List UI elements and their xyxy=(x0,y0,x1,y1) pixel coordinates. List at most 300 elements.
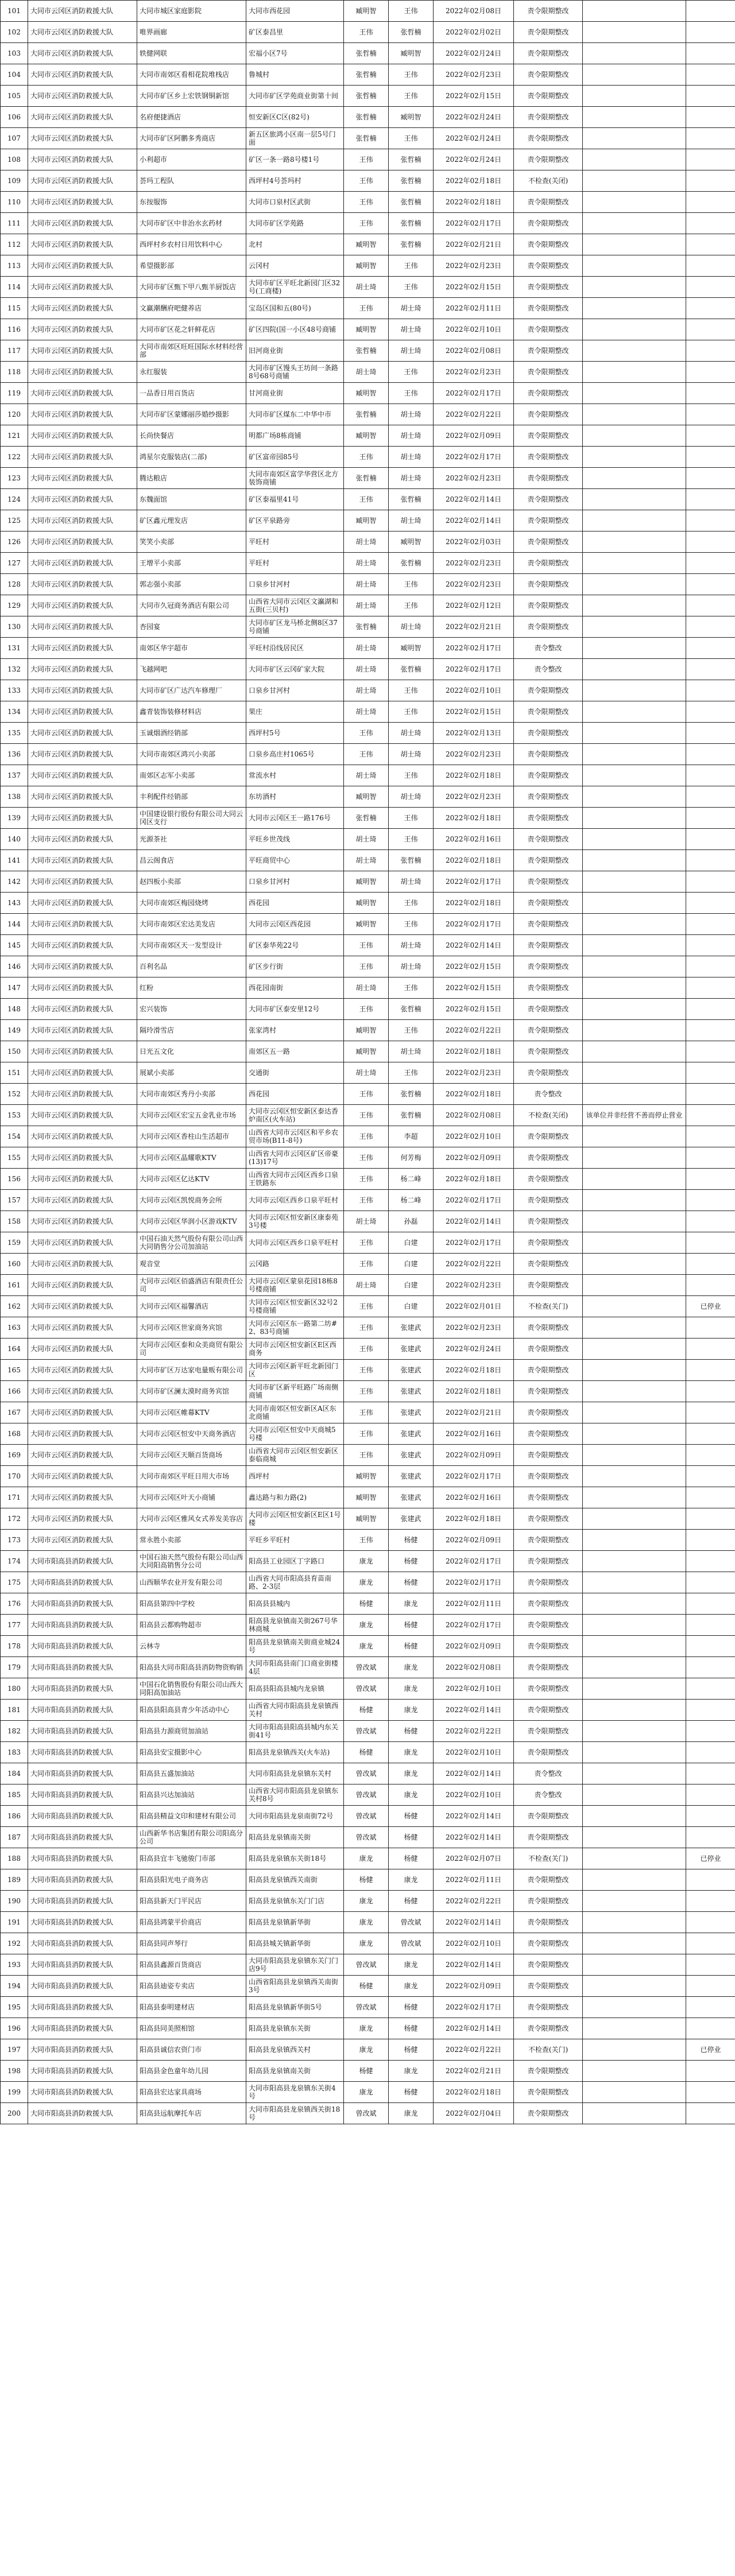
inspected-unit-name: 大同市矿区乡上宏铁钢铜新馆 xyxy=(137,86,246,107)
inspection-result: 责令限期整改 xyxy=(514,107,583,128)
row-number: 172 xyxy=(1,1508,28,1530)
inspector-primary: 臧明智 xyxy=(344,319,389,340)
business-status xyxy=(686,1806,735,1827)
inspection-result: 责令限期整改 xyxy=(514,1360,583,1381)
inspected-unit-name: 大同市南郊区梅园烧烤 xyxy=(137,893,246,914)
inspected-unit-name: 大同市云冈区天顺百货商场 xyxy=(137,1445,246,1466)
inspection-date: 2022年02月14日 xyxy=(434,1806,514,1827)
inspector-secondary: 王伟 xyxy=(389,574,434,595)
table-row xyxy=(1,2061,735,2082)
row-number: 118 xyxy=(1,362,28,383)
remark-note xyxy=(583,234,686,255)
inspected-unit-name: 唯界画廊 xyxy=(137,22,246,43)
fire-brigade-unit: 大同市阳高县消防救援大队 xyxy=(28,2039,137,2061)
business-status xyxy=(686,786,735,808)
row-number: 105 xyxy=(1,86,28,107)
table-row xyxy=(1,1317,735,1339)
row-number: 179 xyxy=(1,1657,28,1678)
inspected-unit-address: 山西省大同市云冈区和平乡农贸市场(B11-8号) xyxy=(246,1126,344,1147)
inspected-unit-address: 阳高县龙泉镇东关街 xyxy=(246,2018,344,2039)
inspection-date: 2022年02月15日 xyxy=(434,86,514,107)
inspection-date: 2022年02月09日 xyxy=(434,425,514,447)
remark-note xyxy=(583,744,686,765)
inspector-secondary: 胡士琦 xyxy=(389,786,434,808)
remark-note xyxy=(583,192,686,213)
row-number: 121 xyxy=(1,425,28,447)
inspection-date: 2022年02月03日 xyxy=(434,532,514,553)
inspected-unit-name: 红粉 xyxy=(137,977,246,999)
row-number: 161 xyxy=(1,1275,28,1296)
remark-note xyxy=(583,574,686,595)
business-status xyxy=(686,2018,735,2039)
inspector-primary: 胡士琦 xyxy=(344,701,389,723)
inspection-result: 责令限期整改 xyxy=(514,213,583,234)
inspector-primary: 张哲楠 xyxy=(344,404,389,425)
row-number: 134 xyxy=(1,701,28,723)
row-number: 158 xyxy=(1,1211,28,1232)
inspector-secondary: 胡士琦 xyxy=(389,319,434,340)
remark-note xyxy=(583,255,686,277)
inspected-unit-address: 大同市云冈区恒安中天商城5号楼 xyxy=(246,1423,344,1445)
business-status xyxy=(686,1933,735,1954)
table-row xyxy=(1,1827,735,1848)
fire-brigade-unit: 大同市云冈区消防救援大队 xyxy=(28,64,137,86)
inspected-unit-address: 宏福小区7号 xyxy=(246,43,344,64)
inspected-unit-name: 阳高县大同市阳高县消防物资购销 xyxy=(137,1657,246,1678)
table-row xyxy=(1,107,735,128)
inspected-unit-name: 大同市矿区广达汽车修理厂 xyxy=(137,680,246,701)
inspection-date: 2022年02月15日 xyxy=(434,999,514,1020)
inspection-date: 2022年02月18日 xyxy=(434,808,514,829)
inspector-secondary: 杨健 xyxy=(389,1848,434,1869)
business-status xyxy=(686,1763,735,1784)
row-number: 103 xyxy=(1,43,28,64)
remark-note xyxy=(583,616,686,638)
inspector-primary: 胡士琦 xyxy=(344,659,389,680)
inspector-primary: 曾改斌 xyxy=(344,2103,389,2124)
business-status xyxy=(686,1105,735,1126)
business-status xyxy=(686,659,735,680)
business-status xyxy=(686,1700,735,1721)
inspector-secondary: 胡士琦 xyxy=(389,298,434,319)
remark-note xyxy=(583,638,686,659)
inspected-unit-address: 大同市阳高县龙泉南街72号 xyxy=(246,1806,344,1827)
inspector-secondary: 张哲楠 xyxy=(389,999,434,1020)
inspected-unit-address: 大同市矿区馒头王坊间一条路8号68号商铺 xyxy=(246,362,344,383)
table-row xyxy=(1,1742,735,1763)
inspected-unit-address: 大同市口泉村区武街 xyxy=(246,192,344,213)
business-status: 已停业 xyxy=(686,1296,735,1317)
fire-brigade-unit: 大同市云冈区消防救援大队 xyxy=(28,1445,137,1466)
inspector-secondary: 康龙 xyxy=(389,1869,434,1891)
business-status xyxy=(686,1041,735,1062)
table-row xyxy=(1,447,735,468)
inspector-primary: 王伟 xyxy=(344,447,389,468)
inspection-result: 不检查(关闭) xyxy=(514,170,583,192)
inspected-unit-address: 阳高县龙泉镇南关街 xyxy=(246,1827,344,1848)
inspected-unit-address: 大同市矿区学苑路 xyxy=(246,213,344,234)
remark-note xyxy=(583,1466,686,1487)
remark-note xyxy=(583,1742,686,1763)
inspected-unit-address: 山西省阳高县龙泉镇西关南街3号 xyxy=(246,1976,344,1997)
fire-brigade-unit: 大同市云冈区消防救援大队 xyxy=(28,1169,137,1190)
inspection-result: 责令限期整改 xyxy=(514,553,583,574)
inspected-unit-name: 长尚快餐店 xyxy=(137,425,246,447)
inspection-date: 2022年02月18日 xyxy=(434,2082,514,2103)
table-row xyxy=(1,1275,735,1296)
row-number: 183 xyxy=(1,1742,28,1763)
inspected-unit-address: 口泉乡甘河村 xyxy=(246,871,344,893)
inspector-primary: 王伟 xyxy=(344,1402,389,1423)
inspector-primary: 胡士琦 xyxy=(344,595,389,616)
inspection-date: 2022年02月23日 xyxy=(434,1275,514,1296)
row-number: 199 xyxy=(1,2082,28,2103)
inspection-result: 责令限期整改 xyxy=(514,383,583,404)
inspector-secondary: 康龙 xyxy=(389,2061,434,2082)
inspector-primary: 胡士琦 xyxy=(344,362,389,383)
inspected-unit-name: 中国石化销售股份有限公司山西大同阳高加油站 xyxy=(137,1678,246,1700)
row-number: 191 xyxy=(1,1912,28,1933)
fire-brigade-unit: 大同市云冈区消防救援大队 xyxy=(28,701,137,723)
inspection-result: 责令限期整改 xyxy=(514,1147,583,1169)
inspection-result: 责令限期整改 xyxy=(514,1339,583,1360)
table-row xyxy=(1,277,735,298)
business-status xyxy=(686,510,735,532)
inspector-secondary: 胡士琦 xyxy=(389,447,434,468)
business-status xyxy=(686,744,735,765)
inspector-secondary: 杨健 xyxy=(389,1636,434,1657)
row-number: 145 xyxy=(1,935,28,956)
remark-note xyxy=(583,43,686,64)
business-status xyxy=(686,1062,735,1084)
business-status xyxy=(686,1976,735,1997)
inspection-result: 责令限期整改 xyxy=(514,22,583,43)
inspector-primary: 王伟 xyxy=(344,489,389,510)
row-number: 154 xyxy=(1,1126,28,1147)
inspector-secondary: 杨健 xyxy=(389,1551,434,1572)
inspector-secondary: 王伟 xyxy=(389,1062,434,1084)
inspected-unit-name: 轶健网联 xyxy=(137,43,246,64)
row-number: 138 xyxy=(1,786,28,808)
inspected-unit-name: 中国石油天然气股份有限公司山西大同阳高销售分公司 xyxy=(137,1551,246,1572)
inspector-primary: 康龙 xyxy=(344,2018,389,2039)
business-status xyxy=(686,765,735,786)
business-status xyxy=(686,1381,735,1402)
inspected-unit-name: 永红服装 xyxy=(137,362,246,383)
row-number: 107 xyxy=(1,128,28,149)
row-number: 170 xyxy=(1,1466,28,1487)
inspector-primary: 臧明智 xyxy=(344,1,389,22)
fire-brigade-unit: 大同市阳高县消防救援大队 xyxy=(28,2018,137,2039)
inspected-unit-name: 郭志强小卖部 xyxy=(137,574,246,595)
inspection-date: 2022年02月16日 xyxy=(434,829,514,850)
inspected-unit-address: 阳高县龙泉镇南关街267号华林商城 xyxy=(246,1615,344,1636)
inspection-date: 2022年02月23日 xyxy=(434,1317,514,1339)
inspector-primary: 杨健 xyxy=(344,1593,389,1615)
inspector-primary: 臧明智 xyxy=(344,234,389,255)
inspection-date: 2022年02月09日 xyxy=(434,1147,514,1169)
inspection-result: 责令限期整改 xyxy=(514,1636,583,1657)
remark-note xyxy=(583,829,686,850)
inspector-secondary: 曾改斌 xyxy=(389,1912,434,1933)
fire-brigade-unit: 大同市云冈区消防救援大队 xyxy=(28,128,137,149)
inspection-result: 责令限期整改 xyxy=(514,1381,583,1402)
business-status xyxy=(686,43,735,64)
remark-note xyxy=(583,468,686,489)
inspector-secondary: 康龙 xyxy=(389,1700,434,1721)
fire-brigade-unit: 大同市阳高县消防救援大队 xyxy=(28,1827,137,1848)
table-row xyxy=(1,1848,735,1869)
inspection-result: 责令限期整改 xyxy=(514,1423,583,1445)
inspected-unit-address: 大同市云冈区恒安新区康泰苑3号楼 xyxy=(246,1211,344,1232)
table-row xyxy=(1,765,735,786)
inspector-secondary: 王伟 xyxy=(389,1,434,22)
fire-brigade-unit: 大同市云冈区消防救援大队 xyxy=(28,1211,137,1232)
remark-note xyxy=(583,1933,686,1954)
row-number: 192 xyxy=(1,1933,28,1954)
inspection-date: 2022年02月15日 xyxy=(434,977,514,999)
inspection-date: 2022年02月02日 xyxy=(434,22,514,43)
inspection-date: 2022年02月17日 xyxy=(434,1551,514,1572)
inspected-unit-name: 矿区鑫元理发店 xyxy=(137,510,246,532)
remark-note xyxy=(583,340,686,362)
remark-note xyxy=(583,935,686,956)
inspected-unit-address: 旧河商业街 xyxy=(246,340,344,362)
inspector-secondary: 张哲楠 xyxy=(389,659,434,680)
inspector-secondary: 孙磊 xyxy=(389,1211,434,1232)
remark-note xyxy=(583,999,686,1020)
inspection-result: 责令限期整改 xyxy=(514,510,583,532)
inspection-result: 责令限期整改 xyxy=(514,829,583,850)
inspected-unit-address: 阳高县龙泉镇南关街商业城24号 xyxy=(246,1636,344,1657)
inspector-primary: 杨健 xyxy=(344,2061,389,2082)
inspected-unit-name: 大同市南郊区宏达美发店 xyxy=(137,914,246,935)
inspection-result: 责令限期整改 xyxy=(514,1466,583,1487)
business-status xyxy=(686,22,735,43)
table-row xyxy=(1,1933,735,1954)
fire-brigade-unit: 大同市阳高县消防救援大队 xyxy=(28,1891,137,1912)
inspected-unit-address: 恒安新区C区(82号) xyxy=(246,107,344,128)
table-row xyxy=(1,871,735,893)
inspected-unit-address: 山西省大同市云冈区文瀛湖和五街(三贝村) xyxy=(246,595,344,616)
inspection-result: 不检查(关门) xyxy=(514,1848,583,1869)
inspection-date: 2022年02月17日 xyxy=(434,213,514,234)
table-row xyxy=(1,1508,735,1530)
business-status xyxy=(686,2103,735,2124)
business-status xyxy=(686,255,735,277)
inspector-secondary: 张建武 xyxy=(389,1423,434,1445)
row-number: 142 xyxy=(1,871,28,893)
inspector-secondary: 王伟 xyxy=(389,829,434,850)
table-row xyxy=(1,1381,735,1402)
inspection-result: 责令整改 xyxy=(514,1784,583,1806)
table-row xyxy=(1,298,735,319)
fire-brigade-unit: 大同市云冈区消防救援大队 xyxy=(28,149,137,170)
table-row xyxy=(1,935,735,956)
inspector-primary: 张哲楠 xyxy=(344,86,389,107)
inspected-unit-name: 大同市南郊区秀丹小卖部 xyxy=(137,1084,246,1105)
inspector-primary: 王伟 xyxy=(344,1190,389,1211)
inspected-unit-address: 大同市阳高县龙泉镇东关街4号 xyxy=(246,2082,344,2103)
inspector-secondary: 胡士琦 xyxy=(389,468,434,489)
inspected-unit-address: 云冈村 xyxy=(246,255,344,277)
inspected-unit-address: 阳高县龙泉镇新华街 xyxy=(246,1912,344,1933)
inspector-secondary: 杨健 xyxy=(389,2039,434,2061)
inspected-unit-name: 百利名品 xyxy=(137,956,246,977)
inspector-primary: 臧明智 xyxy=(344,1020,389,1041)
table-row xyxy=(1,1678,735,1700)
inspection-result: 责令限期整改 xyxy=(514,1254,583,1275)
inspector-secondary: 臧明智 xyxy=(389,43,434,64)
inspection-result: 责令整改 xyxy=(514,638,583,659)
row-number: 104 xyxy=(1,64,28,86)
inspector-secondary: 杨健 xyxy=(389,1806,434,1827)
inspection-date: 2022年02月17日 xyxy=(434,659,514,680)
inspection-result: 责令限期整改 xyxy=(514,1827,583,1848)
table-row xyxy=(1,1700,735,1721)
business-status xyxy=(686,298,735,319)
inspection-date: 2022年02月10日 xyxy=(434,1678,514,1700)
table-row xyxy=(1,1232,735,1254)
row-number: 108 xyxy=(1,149,28,170)
row-number: 194 xyxy=(1,1976,28,1997)
row-number: 182 xyxy=(1,1721,28,1742)
inspection-date: 2022年02月17日 xyxy=(434,383,514,404)
inspector-secondary: 胡士琦 xyxy=(389,340,434,362)
row-number: 163 xyxy=(1,1317,28,1339)
inspector-secondary: 张哲楠 xyxy=(389,1084,434,1105)
table-row xyxy=(1,64,735,86)
row-number: 139 xyxy=(1,808,28,829)
inspector-secondary: 王伟 xyxy=(389,86,434,107)
inspection-result: 责令限期整改 xyxy=(514,1615,583,1636)
inspector-primary: 张哲楠 xyxy=(344,808,389,829)
inspector-primary: 康龙 xyxy=(344,1572,389,1593)
table-row xyxy=(1,893,735,914)
inspection-result: 责令限期整改 xyxy=(514,1062,583,1084)
inspector-primary: 张哲楠 xyxy=(344,64,389,86)
table-row xyxy=(1,1997,735,2018)
inspected-unit-name: 玉诚烟酒经销部 xyxy=(137,723,246,744)
inspector-secondary: 王伟 xyxy=(389,255,434,277)
row-number: 198 xyxy=(1,2061,28,2082)
inspector-secondary: 王伟 xyxy=(389,1020,434,1041)
fire-brigade-unit: 大同市阳高县消防救援大队 xyxy=(28,1551,137,1572)
inspection-date: 2022年02月17日 xyxy=(434,914,514,935)
business-status xyxy=(686,1487,735,1508)
table-row xyxy=(1,1954,735,1976)
inspected-unit-name: 阳高县兴达加油站 xyxy=(137,1784,246,1806)
fire-brigade-unit: 大同市云冈区消防救援大队 xyxy=(28,43,137,64)
inspected-unit-address: 阳高县龙泉镇东关门门店 xyxy=(246,1891,344,1912)
inspected-unit-name: 观音堂 xyxy=(137,1254,246,1275)
inspector-primary: 康龙 xyxy=(344,1551,389,1572)
remark-note xyxy=(583,1423,686,1445)
inspection-date: 2022年02月14日 xyxy=(434,935,514,956)
inspection-result: 责令限期整改 xyxy=(514,86,583,107)
row-number: 119 xyxy=(1,383,28,404)
inspection-date: 2022年02月18日 xyxy=(434,1169,514,1190)
inspected-unit-name: 光源茶社 xyxy=(137,829,246,850)
inspector-secondary: 康龙 xyxy=(389,1593,434,1615)
inspector-primary: 杨健 xyxy=(344,1869,389,1891)
inspected-unit-address: 大同市云冈区西花园 xyxy=(246,914,344,935)
inspection-result: 责令限期整改 xyxy=(514,340,583,362)
inspector-primary: 王伟 xyxy=(344,192,389,213)
fire-brigade-unit: 大同市阳高县消防救援大队 xyxy=(28,1912,137,1933)
inspector-primary: 曾改斌 xyxy=(344,1657,389,1678)
inspected-unit-address: 大同市云冈区王一路176号 xyxy=(246,808,344,829)
inspection-date: 2022年02月21日 xyxy=(434,2061,514,2082)
inspector-primary: 臧明智 xyxy=(344,255,389,277)
business-status xyxy=(686,1254,735,1275)
inspector-secondary: 康龙 xyxy=(389,1678,434,1700)
fire-brigade-unit: 大同市云冈区消防救援大队 xyxy=(28,1530,137,1551)
inspector-primary: 臧明智 xyxy=(344,893,389,914)
inspected-unit-address: 矿区泰福里41号 xyxy=(246,489,344,510)
inspection-result: 不检查(关门) xyxy=(514,1296,583,1317)
remark-note xyxy=(583,723,686,744)
row-number: 176 xyxy=(1,1593,28,1615)
table-row xyxy=(1,850,735,871)
remark-note xyxy=(583,1084,686,1105)
inspection-date: 2022年02月14日 xyxy=(434,1912,514,1933)
inspected-unit-name: 阳高县诚信农资门市 xyxy=(137,2039,246,2061)
inspection-result: 责令限期整改 xyxy=(514,1572,583,1593)
inspected-unit-name: 大同市矿区万达家电量贩有限公司 xyxy=(137,1360,246,1381)
inspected-unit-name: 阳高县同美照相馆 xyxy=(137,2018,246,2039)
inspector-secondary: 王伟 xyxy=(389,977,434,999)
business-status xyxy=(686,425,735,447)
inspected-unit-name: 大同市城区家庭影院 xyxy=(137,1,246,22)
remark-note xyxy=(583,404,686,425)
inspection-date: 2022年02月24日 xyxy=(434,43,514,64)
inspected-unit-name: 阳高县远航摩托车店 xyxy=(137,2103,246,2124)
inspector-secondary: 杨健 xyxy=(389,1721,434,1742)
row-number: 101 xyxy=(1,1,28,22)
inspector-secondary: 张哲楠 xyxy=(389,1105,434,1126)
inspection-result: 责令限期整改 xyxy=(514,1657,583,1678)
inspector-primary: 臧明智 xyxy=(344,1487,389,1508)
row-number: 164 xyxy=(1,1339,28,1360)
table-row xyxy=(1,149,735,170)
row-number: 123 xyxy=(1,468,28,489)
remark-note xyxy=(583,1593,686,1615)
inspection-result: 责令限期整改 xyxy=(514,2061,583,2082)
table-row xyxy=(1,362,735,383)
fire-brigade-unit: 大同市云冈区消防救援大队 xyxy=(28,871,137,893)
inspection-result: 责令限期整改 xyxy=(514,319,583,340)
inspection-result: 责令限期整改 xyxy=(514,744,583,765)
remark-note xyxy=(583,765,686,786)
remark-note xyxy=(583,149,686,170)
inspector-secondary: 白建 xyxy=(389,1254,434,1275)
inspection-date: 2022年02月18日 xyxy=(434,1508,514,1530)
business-status xyxy=(686,149,735,170)
inspector-primary: 曾改斌 xyxy=(344,1827,389,1848)
table-row xyxy=(1,192,735,213)
fire-brigade-unit: 大同市云冈区消防救援大队 xyxy=(28,1466,137,1487)
business-status xyxy=(686,213,735,234)
remark-note xyxy=(583,277,686,298)
inspection-result: 责令限期整改 xyxy=(514,935,583,956)
inspected-unit-name: 隔玲滑雪店 xyxy=(137,1020,246,1041)
business-status xyxy=(686,574,735,595)
business-status xyxy=(686,1997,735,2018)
fire-brigade-unit: 大同市云冈区消防救援大队 xyxy=(28,1041,137,1062)
business-status xyxy=(686,914,735,935)
inspected-unit-address: 矿区富帝园85号 xyxy=(246,447,344,468)
